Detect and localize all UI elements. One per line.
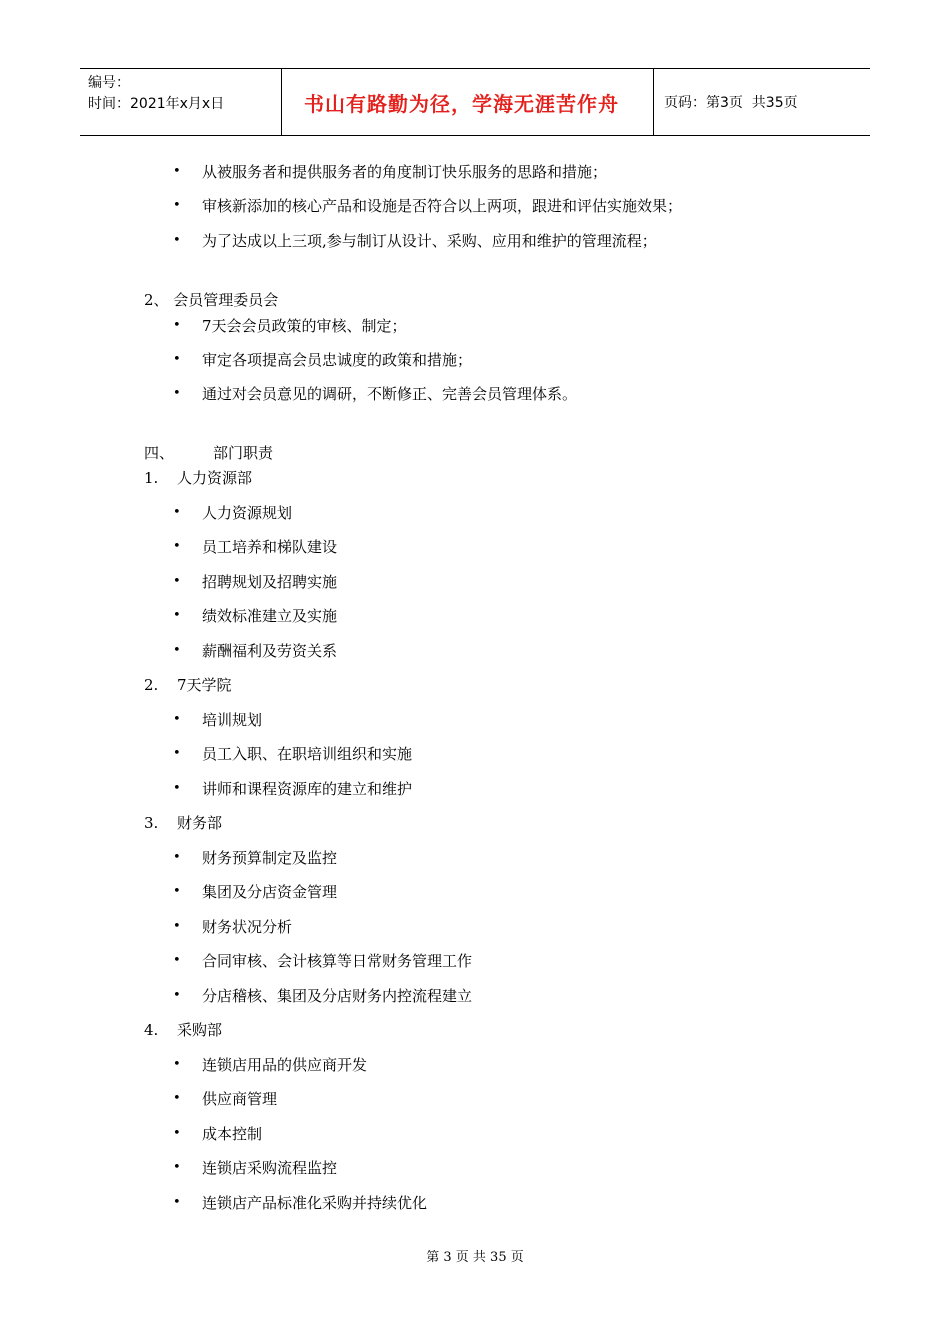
number-label: 编号： [88, 75, 130, 91]
list-item: 员工培养和梯队建设 [202, 538, 338, 556]
list-item: 财务预算制定及监控 [202, 849, 338, 867]
bullet-icon: • [173, 712, 181, 727]
bullet-icon: • [173, 884, 181, 899]
bullet-icon: • [173, 781, 181, 796]
department-number: 1. [144, 469, 159, 487]
page-footer: 第 3 页 共 35 页 [426, 1250, 524, 1265]
bullet-icon: • [173, 574, 181, 589]
committee-heading: 2、 会员管理委员会 [144, 291, 279, 309]
bullet-icon: • [173, 198, 181, 213]
department-name: 人力资源部 [177, 469, 253, 487]
list-item: 7天会会员政策的审核、制定； [202, 317, 407, 335]
bullet-icon: • [173, 318, 181, 333]
list-item: 通过对会员意见的调研，不断修正、完善会员管理体系。 [202, 385, 578, 403]
bullet-icon: • [173, 1057, 181, 1072]
list-item: 为了达成以上三项,参与制订从设计、采购、应用和维护的管理流程； [202, 232, 657, 250]
department-name: 采购部 [177, 1021, 223, 1039]
department-name: 7天学院 [177, 676, 232, 694]
bullet-icon: • [173, 1091, 181, 1106]
bullet-icon: • [173, 539, 181, 554]
list-item: 培训规划 [202, 711, 263, 729]
bullet-icon: • [173, 164, 181, 179]
section-number: 四、 [144, 444, 175, 462]
bullet-icon: • [173, 608, 181, 623]
bullet-icon: • [173, 988, 181, 1003]
time-label: 时间：2021年x月x日 [88, 96, 225, 112]
bullet-icon: • [173, 953, 181, 968]
header-page-info: 页码：第3页 共35页 [664, 95, 798, 111]
list-item: 成本控制 [202, 1125, 263, 1143]
list-item: 供应商管理 [202, 1090, 278, 1108]
header-motto: 书山有路勤为径，学海无涯苦作舟 [281, 69, 654, 135]
list-item: 连锁店采购流程监控 [202, 1159, 338, 1177]
list-item: 财务状况分析 [202, 918, 293, 936]
bullet-icon: • [173, 505, 181, 520]
header-meta [80, 69, 281, 135]
list-item: 审定各项提高会员忠诚度的政策和措施； [202, 351, 473, 369]
bullet-icon: • [173, 643, 181, 658]
bullet-icon: • [173, 386, 181, 401]
list-item: 集团及分店资金管理 [202, 883, 338, 901]
bullet-icon: • [173, 746, 181, 761]
list-item: 绩效标准建立及实施 [202, 607, 338, 625]
bullet-icon: • [173, 1195, 181, 1210]
list-item: 招聘规划及招聘实施 [202, 573, 338, 591]
list-item: 薪酬福利及劳资关系 [202, 642, 338, 660]
department-name: 财务部 [177, 814, 223, 832]
list-item: 员工入职、在职培训组织和实施 [202, 745, 413, 763]
bullet-icon: • [173, 850, 181, 865]
list-item: 从被服务者和提供服务者的角度制订快乐服务的思路和措施； [202, 163, 608, 181]
page-header [80, 68, 870, 136]
bullet-icon: • [173, 352, 181, 367]
department-number: 3. [144, 814, 159, 832]
list-item: 连锁店产品标准化采购并持续优化 [202, 1194, 428, 1212]
list-item: 分店稽核、集团及分店财务内控流程建立 [202, 987, 473, 1005]
bullet-icon: • [173, 233, 181, 248]
section-title: 部门职责 [213, 444, 274, 462]
list-item: 人力资源规划 [202, 504, 293, 522]
department-number: 4. [144, 1021, 159, 1039]
list-item: 连锁店用品的供应商开发 [202, 1056, 368, 1074]
list-item: 合同审核、会计核算等日常财务管理工作 [202, 952, 473, 970]
bullet-icon: • [173, 919, 181, 934]
list-item: 讲师和课程资源库的建立和维护 [202, 780, 413, 798]
bullet-icon: • [173, 1126, 181, 1141]
department-number: 2. [144, 676, 159, 694]
list-item: 审核新添加的核心产品和设施是否符合以上两项，跟进和评估实施效果； [202, 197, 683, 215]
bullet-icon: • [173, 1160, 181, 1175]
